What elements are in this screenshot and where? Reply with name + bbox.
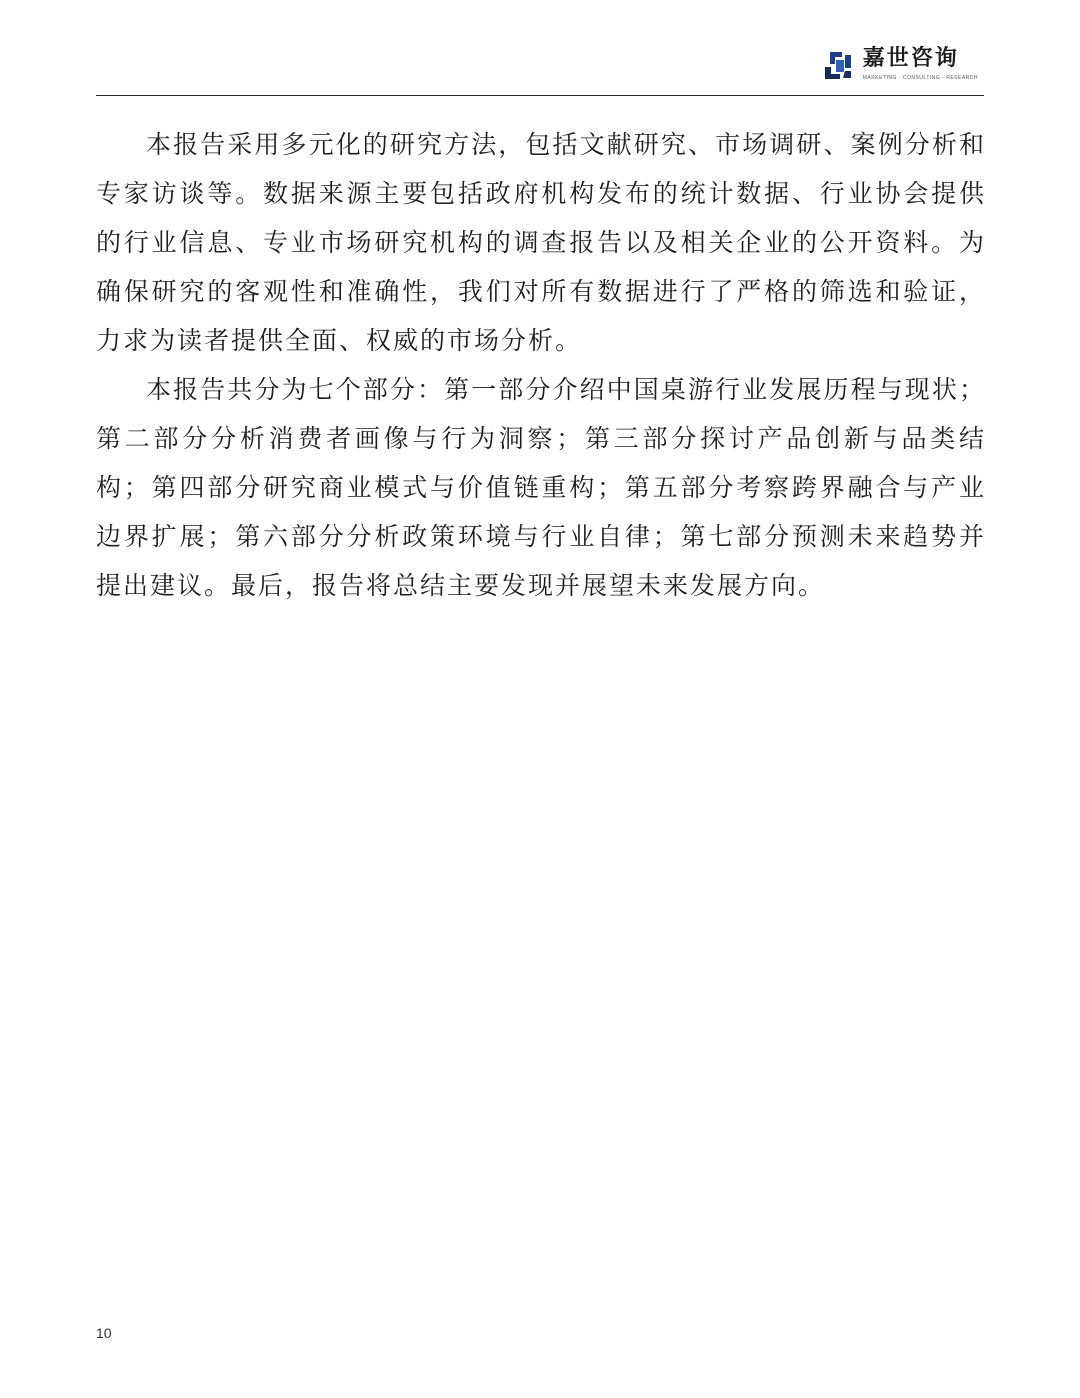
body-text bbox=[96, 120, 986, 610]
brand-name: 嘉世咨询 bbox=[862, 46, 959, 71]
paragraph-methodology: 本报告采用多元化的研究方法，包括文献研究、市场调研、案例分析和专家访谈等。数据来源主要包括政府机构发布的统计数据、行业协会提供的行业信息、专业市场研究机构的调查报告以及相关企业的公开资料。为确保研究的客观性和准确性，我们对所有数据进行了严格的筛选和验证，力求为读者提供全面、权威的市场分析。 bbox=[96, 130, 986, 355]
brand-logo bbox=[821, 46, 978, 82]
paragraph-structure: 本报告共分为七个部分：第一部分介绍中国桌游行业发展历程与现状；第二部分分析消费者画像与行为洞察；第三部分探讨产品创新与品类结构；第四部分研究商业模式与价值链重构；第五部分考察跨界融合与产业边界扩展；第六部分分析政策环境与行业自律；第七部分预测未来趋势并提出建议。最后，报告将总结主要发现并展望未来发展方向。 bbox=[96, 375, 986, 600]
brand-logo-icon bbox=[821, 48, 855, 82]
brand-tagline: MARKETING · CONSULTING · RESEARCH bbox=[862, 75, 978, 81]
page-header bbox=[96, 40, 984, 96]
page-number: 10 bbox=[96, 1325, 112, 1341]
header-divider bbox=[96, 95, 984, 96]
